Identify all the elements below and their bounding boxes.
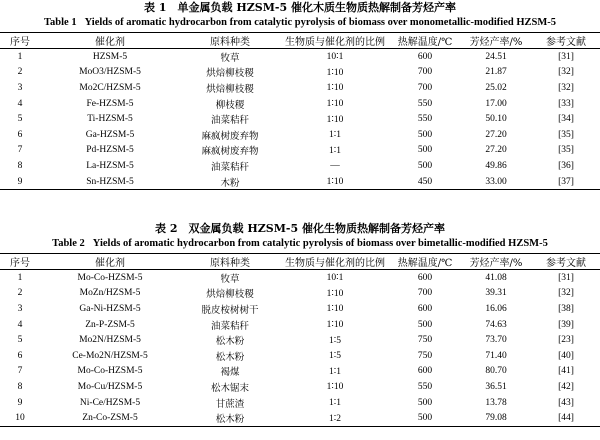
table1-body (0, 49, 600, 190)
table-cell: 600 (417, 51, 433, 62)
table-cell: 27.20 (485, 129, 507, 140)
table-cell: 9 (17, 176, 23, 187)
table1-caption-cn: 表 1 单金属负载 HZSM-5 催化木质生物质热解制备芳烃产率 (144, 1, 456, 14)
table-row (0, 410, 600, 426)
table-cell: 1∶1 (329, 366, 341, 377)
table-cell: 600 (417, 366, 433, 377)
table-cell: [32] (558, 67, 574, 78)
table-cell: 700 (417, 82, 433, 93)
table-cell: Zn-P-ZSM-5 (85, 319, 135, 330)
table-cell: 600 (417, 303, 433, 314)
table-cell: 9 (17, 397, 23, 408)
table-cell: 1 (17, 51, 23, 62)
table-cell: 500 (417, 319, 433, 330)
table-cell: [35] (558, 129, 574, 140)
table-cell: Mo-Co-HZSM-5 (77, 366, 143, 377)
table1-header-cell: 芳烃产率/% (460, 33, 532, 49)
table-row (0, 332, 600, 348)
table-cell: 1∶1 (329, 130, 341, 141)
table-cell: [35] (558, 145, 574, 156)
table1-header-cell: 参考文献 (532, 33, 600, 49)
table1-header-cell: 热解温度/℃ (390, 33, 460, 49)
table-row (0, 80, 600, 96)
table-row (0, 174, 600, 190)
table-cell: 7 (17, 366, 23, 377)
table-cell: Mo2N/HZSM-5 (79, 335, 141, 346)
table-cell: 10 (15, 413, 25, 424)
table-cell: 41.08 (485, 272, 507, 283)
table2-header-cell: 原料种类 (180, 254, 280, 270)
table-cell: 牧草 (220, 52, 240, 64)
table-cell: 烘焙柳枝稷 (206, 68, 254, 80)
table2-header-cell: 参考文献 (532, 254, 600, 270)
table2-body (0, 270, 600, 427)
table-row (0, 379, 600, 395)
table1-block (0, 0, 600, 190)
table-cell: 550 (417, 381, 433, 392)
table-cell: 500 (417, 129, 433, 140)
table2-header-cell: 催化剂 (40, 254, 180, 270)
table-cell: 1∶10 (326, 67, 344, 78)
table-row (0, 395, 600, 411)
table-cell: 750 (417, 335, 433, 346)
table-cell: Ga-HZSM-5 (85, 129, 135, 140)
table2-header-cell: 芳烃产率/% (460, 254, 532, 270)
table-cell: 1∶5 (329, 335, 341, 346)
table-cell: 1∶2 (329, 413, 341, 424)
table-row (0, 286, 600, 302)
table-cell: 39.31 (485, 288, 507, 299)
table-cell: — (330, 160, 340, 171)
table-cell: 2 (17, 67, 23, 78)
table-cell: 烘焙柳枝稷 (206, 289, 254, 301)
table-cell: 4 (17, 319, 23, 330)
table1-caption-en (0, 16, 600, 29)
table-cell: 36.51 (485, 381, 507, 392)
table-cell: 甘蔗渣 (215, 398, 245, 410)
table-cell: 3 (17, 303, 23, 314)
table-cell: 油菜秸秆 (210, 320, 249, 332)
table-cell: 5 (17, 335, 23, 346)
table2-header-cell: 序号 (0, 254, 40, 270)
table1 (0, 32, 600, 190)
table-cell: 550 (417, 98, 433, 109)
table-row (0, 301, 600, 317)
table-cell: 700 (417, 67, 433, 78)
table-cell: 450 (417, 176, 433, 187)
table-cell: [43] (558, 397, 574, 408)
table-cell: 柳枝稷 (215, 99, 245, 111)
table-cell: 1∶10 (326, 288, 344, 299)
table-cell: 13.78 (485, 397, 507, 408)
table-cell: 1∶10 (326, 83, 344, 94)
table-cell: 17.00 (485, 98, 507, 109)
table-cell: Mo2C/HZSM-5 (79, 82, 141, 93)
table-cell: [38] (558, 303, 574, 314)
table-cell: [42] (558, 381, 574, 392)
table-cell: 700 (417, 288, 433, 299)
table-row (0, 317, 600, 333)
table-cell: 1 (17, 272, 23, 283)
table-cell: 1∶10 (326, 177, 344, 188)
table-cell: 74.63 (485, 319, 507, 330)
table-row (0, 348, 600, 364)
table-row (0, 49, 600, 65)
table-cell: [44] (558, 413, 574, 424)
table-cell: 600 (417, 272, 433, 283)
table-row (0, 111, 600, 127)
table-cell: 3 (17, 82, 23, 93)
table-cell: [37] (558, 176, 574, 187)
table1-header-cell: 原料种类 (180, 33, 280, 49)
table-cell: 16.06 (485, 303, 507, 314)
table-cell: Mo-Cu/HZSM-5 (77, 381, 143, 392)
table-cell: 1∶10 (326, 320, 344, 331)
table-cell: [41] (558, 366, 574, 377)
table-cell: 500 (417, 413, 433, 424)
table-cell: 油菜秸秆 (210, 115, 249, 127)
table-cell: 8 (17, 160, 23, 171)
table-cell: [40] (558, 350, 574, 361)
table-cell: 10∶1 (326, 52, 344, 63)
table-cell: 73.70 (485, 335, 507, 346)
table-cell: [23] (558, 335, 574, 346)
table-cell: [34] (558, 114, 574, 125)
table-cell: [32] (558, 82, 574, 93)
table1-caption-en-prefix: Table 1 (44, 17, 77, 28)
table2-caption-en-text: Yields of aromatic hydrocarbon from catalytic pyrolysis of biomass over bimetallic-modified HZSM-5 (92, 238, 548, 249)
table1-header-cell: 催化剂 (40, 33, 180, 49)
table-cell: Sn-HZSM-5 (86, 176, 134, 187)
table2-caption-en (0, 237, 600, 250)
table-cell: 71.40 (485, 350, 507, 361)
table-cell: Zn-Co-ZSM-5 (82, 413, 138, 424)
table-cell: 4 (17, 98, 23, 109)
table-row (0, 65, 600, 81)
table-row (0, 96, 600, 112)
table-cell: Ga-Ni-HZSM-5 (79, 303, 141, 314)
table-row (0, 127, 600, 143)
table-cell: Ce-Mo2N/HZSM-5 (72, 350, 148, 361)
table-cell: 500 (417, 145, 433, 156)
table-cell: 松木锯末 (210, 382, 249, 394)
table-cell: 麻疯树废弃物 (201, 130, 259, 142)
table-cell: 木粉 (220, 177, 240, 189)
table-cell: [33] (558, 98, 574, 109)
table-row (0, 143, 600, 159)
table-cell: Fe-HZSM-5 (86, 98, 134, 109)
table-cell: [36] (558, 160, 574, 171)
table-cell: [31] (558, 272, 574, 283)
table-cell: 7 (17, 145, 23, 156)
table1-caption-en-text: Yields of aromatic hydrocarbon from catalytic pyrolysis of biomass over monometallic-modified HZSM-5 (84, 17, 556, 28)
table-cell: 500 (417, 397, 433, 408)
table-row (0, 158, 600, 174)
table-cell: 1∶1 (329, 398, 341, 409)
table-row (0, 364, 600, 380)
table-row (0, 270, 600, 286)
table-cell: 牧草 (220, 273, 240, 285)
table-cell: La-HZSM-5 (86, 160, 134, 171)
table-cell: Ni-Ce/HZSM-5 (79, 397, 141, 408)
table-cell: 10∶1 (326, 273, 344, 284)
table-cell: 8 (17, 381, 23, 392)
table-cell: 6 (17, 129, 23, 140)
table-cell: 1∶5 (329, 351, 341, 362)
table2-header-row (0, 254, 600, 270)
table-cell: 5 (17, 114, 23, 125)
table-cell: Ti-HZSM-5 (87, 114, 133, 125)
table-cell: 6 (17, 350, 23, 361)
table-cell: 油菜秸秆 (210, 161, 249, 173)
table2-caption-en-prefix: Table 2 (52, 238, 85, 249)
table2-block (0, 222, 600, 427)
table2-header-cell: 热解温度/℃ (390, 254, 460, 270)
table1-header-cell: 生物质与催化剂的比例 (280, 33, 390, 49)
table-cell: 烘焙柳枝稷 (206, 83, 254, 95)
table-cell: [32] (558, 288, 574, 299)
table2-header-cell: 生物质与催化剂的比例 (280, 254, 390, 270)
table2-caption-cn: 表 2 双金属负载 HZSM-5 催化生物质热解制备芳烃产率 (155, 222, 445, 235)
table-cell: 25.02 (485, 82, 507, 93)
table-cell: 2 (17, 288, 23, 299)
table-cell: 褐煤 (220, 367, 240, 379)
table-cell: 松木粉 (215, 414, 245, 426)
table-cell: 松木粉 (215, 336, 245, 348)
table-cell: [31] (558, 51, 574, 62)
table-cell: 49.86 (485, 160, 507, 171)
table-cell: MoZn/HZSM-5 (79, 288, 141, 299)
table-cell: 550 (417, 114, 433, 125)
table-cell: 1∶10 (326, 382, 344, 393)
table-cell: 21.87 (485, 67, 507, 78)
table-cell: 79.08 (485, 413, 507, 424)
table-cell: 1∶1 (329, 145, 341, 156)
table-cell: 麻疯树废弃物 (201, 146, 259, 158)
table1-header-cell: 序号 (0, 33, 40, 49)
table-cell: [39] (558, 319, 574, 330)
table-cell: 24.51 (485, 51, 507, 62)
table-cell: 脱皮桉树树干 (201, 304, 259, 316)
table1-header-row (0, 33, 600, 49)
table-cell: Mo-Co-HZSM-5 (77, 272, 143, 283)
table2 (0, 253, 600, 427)
table-cell: Pd-HZSM-5 (86, 145, 134, 156)
table-cell: MoO3/HZSM-5 (79, 67, 141, 78)
table-cell: 750 (417, 350, 433, 361)
table-cell: 27.20 (485, 145, 507, 156)
table-cell: 1∶10 (326, 304, 344, 315)
table-cell: 50.10 (485, 114, 507, 125)
table-cell: 80.70 (485, 366, 507, 377)
table-cell: 1∶10 (326, 114, 344, 125)
table-cell: 500 (417, 160, 433, 171)
table-cell: HZSM-5 (92, 51, 128, 62)
table-cell: 33.00 (485, 176, 507, 187)
table-cell: 1∶10 (326, 99, 344, 110)
table-cell: 松木粉 (215, 351, 245, 363)
